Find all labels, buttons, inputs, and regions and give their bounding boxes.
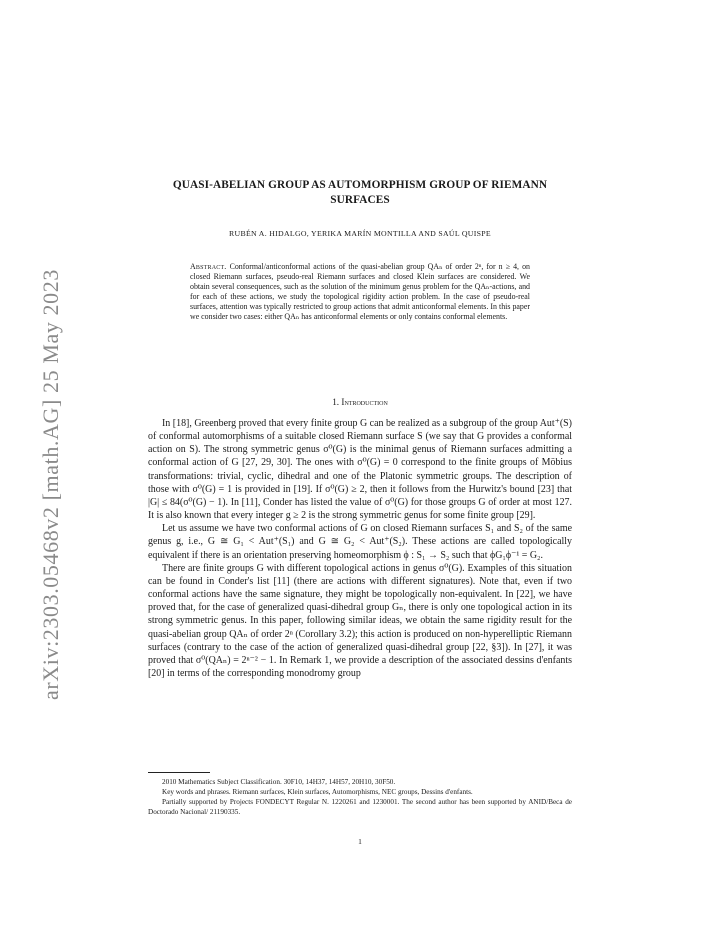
footnote-keywords: Key words and phrases. Riemann surfaces, Klein surfaces, Automorphisms, NEC groups, Dessins d'enfants. (162, 788, 473, 796)
paragraph: There are finite groups G with different topological actions in genus σ⁰(G). Examples of this situation can be found in Conder's list [11] (there are actions with different signatures). Note that, even if two conformal actions have the same signature, they might be topologically non-equivalent. In [22], we have proved that, for the case of generalized quasi-dihedral group Gₙ, there is only one topological action in its strong symmetric genus. In this paper, following similar ideas, we obtain the same rigidity result for the quasi-abelian group QAₙ of order 2ⁿ (Corollary 3.2); this action is produced on non-hyperelliptic Riemann surfaces (contrary to the case of the action of generalized quasi-dihedral group [22, §3]). In [27], it was proved that σ⁰(QAₙ) = 2ⁿ⁻² − 1. In Remark 1, we provide a description of the associated dessins d'enfants [20] in terms of the corresponding monodromy group (148, 562, 572, 679)
page-number: 1 (358, 837, 362, 846)
introduction-body (148, 417, 572, 680)
title-line-1: QUASI-ABELIAN GROUP AS AUTOMORPHISM GROUP OF RIEMANN (172, 179, 548, 191)
abstract (190, 262, 530, 323)
section-title: Introduction (341, 397, 388, 407)
footnote-funding: Partially supported by Projects FONDECYT Regular N. 1220261 and 1230001. The second author has been supported by ANID/Beca de Doctorado Nacional/ 21190335. (148, 798, 572, 816)
abstract-label: Abstract. (190, 262, 227, 271)
footnotes (148, 777, 572, 817)
arxiv-watermark: arXiv:2303.05468v2 [math.AG] 25 May 2023 (38, 269, 63, 700)
section-number: 1. (332, 397, 340, 407)
footnote-msc: 2010 Mathematics Subject Classification. 30F10, 14H37, 14H57, 20H10, 30F50. (162, 778, 396, 786)
title-line-2: SURFACES (330, 194, 390, 206)
paragraph: Let us assume we have two conformal actions of G on closed Riemann surfaces S₁ and S₂ of the same genus g, i.e., G ≅ G₁ < Aut⁺(S₁) and G ≅ G₂ < Aut⁺(S₂). These actions are called topologically equivalent if there is an orientation preserving homeomorphism ϕ : S₁ → S₂ such that ϕG₁ϕ⁻¹ = G₂. (148, 523, 572, 561)
paragraph: In [18], Greenberg proved that every finite group G can be realized as a subgroup of the group Aut⁺(S) of conformal automorphisms of a suitable closed Riemann surface S (we say that G provides a conformal action on S). The strong symmetric genus σ⁰(G) is the minimal genus of Riemann surfaces admitting a conformal action of G [27, 29, 30]. The ones with σ⁰(G) = 0 correspond to the finite groups of Möbius transformations: trivial, cyclic, dihedral and one of the Platonic symmetric groups. The description of those with σ⁰(G) = 1 is provided in [19]. If σ⁰(G) ≥ 2, then it follows from the Hurwitz's bound [23] that |G| ≤ 84(σ⁰(G) − 1). In [11], Conder has listed the value of σ⁰(G) for those groups G of order at most 127. It is also known that every integer g ≥ 2 is the strong symmetric genus for some finite group [29]. (148, 418, 572, 522)
paper-title (148, 178, 572, 208)
footnote-divider (148, 772, 210, 773)
section-heading (148, 397, 572, 407)
abstract-text: Conformal/anticonformal actions of the quasi-abelian group QAₙ of order 2ⁿ, for n ≥ 4, on closed Riemann surfaces, pseudo-real Riemann surfaces and closed Klein surfaces are considered. We obtain several consequences, such as the solution of the minimum genus problem for the QAₙ-actions, and for each of these actions, we study the topological rigidity action problem. In the case of pseudo-real surfaces, attention was typically restricted to group actions that admit anticonformal elements. In this paper we consider two cases: either QAₙ has anticonformal elements or only contains conformal elements. (190, 262, 530, 322)
author-list: RUBÉN A. HIDALGO, YERIKA MARÍN MONTILLA AND SAÚL QUISPE (229, 229, 491, 238)
